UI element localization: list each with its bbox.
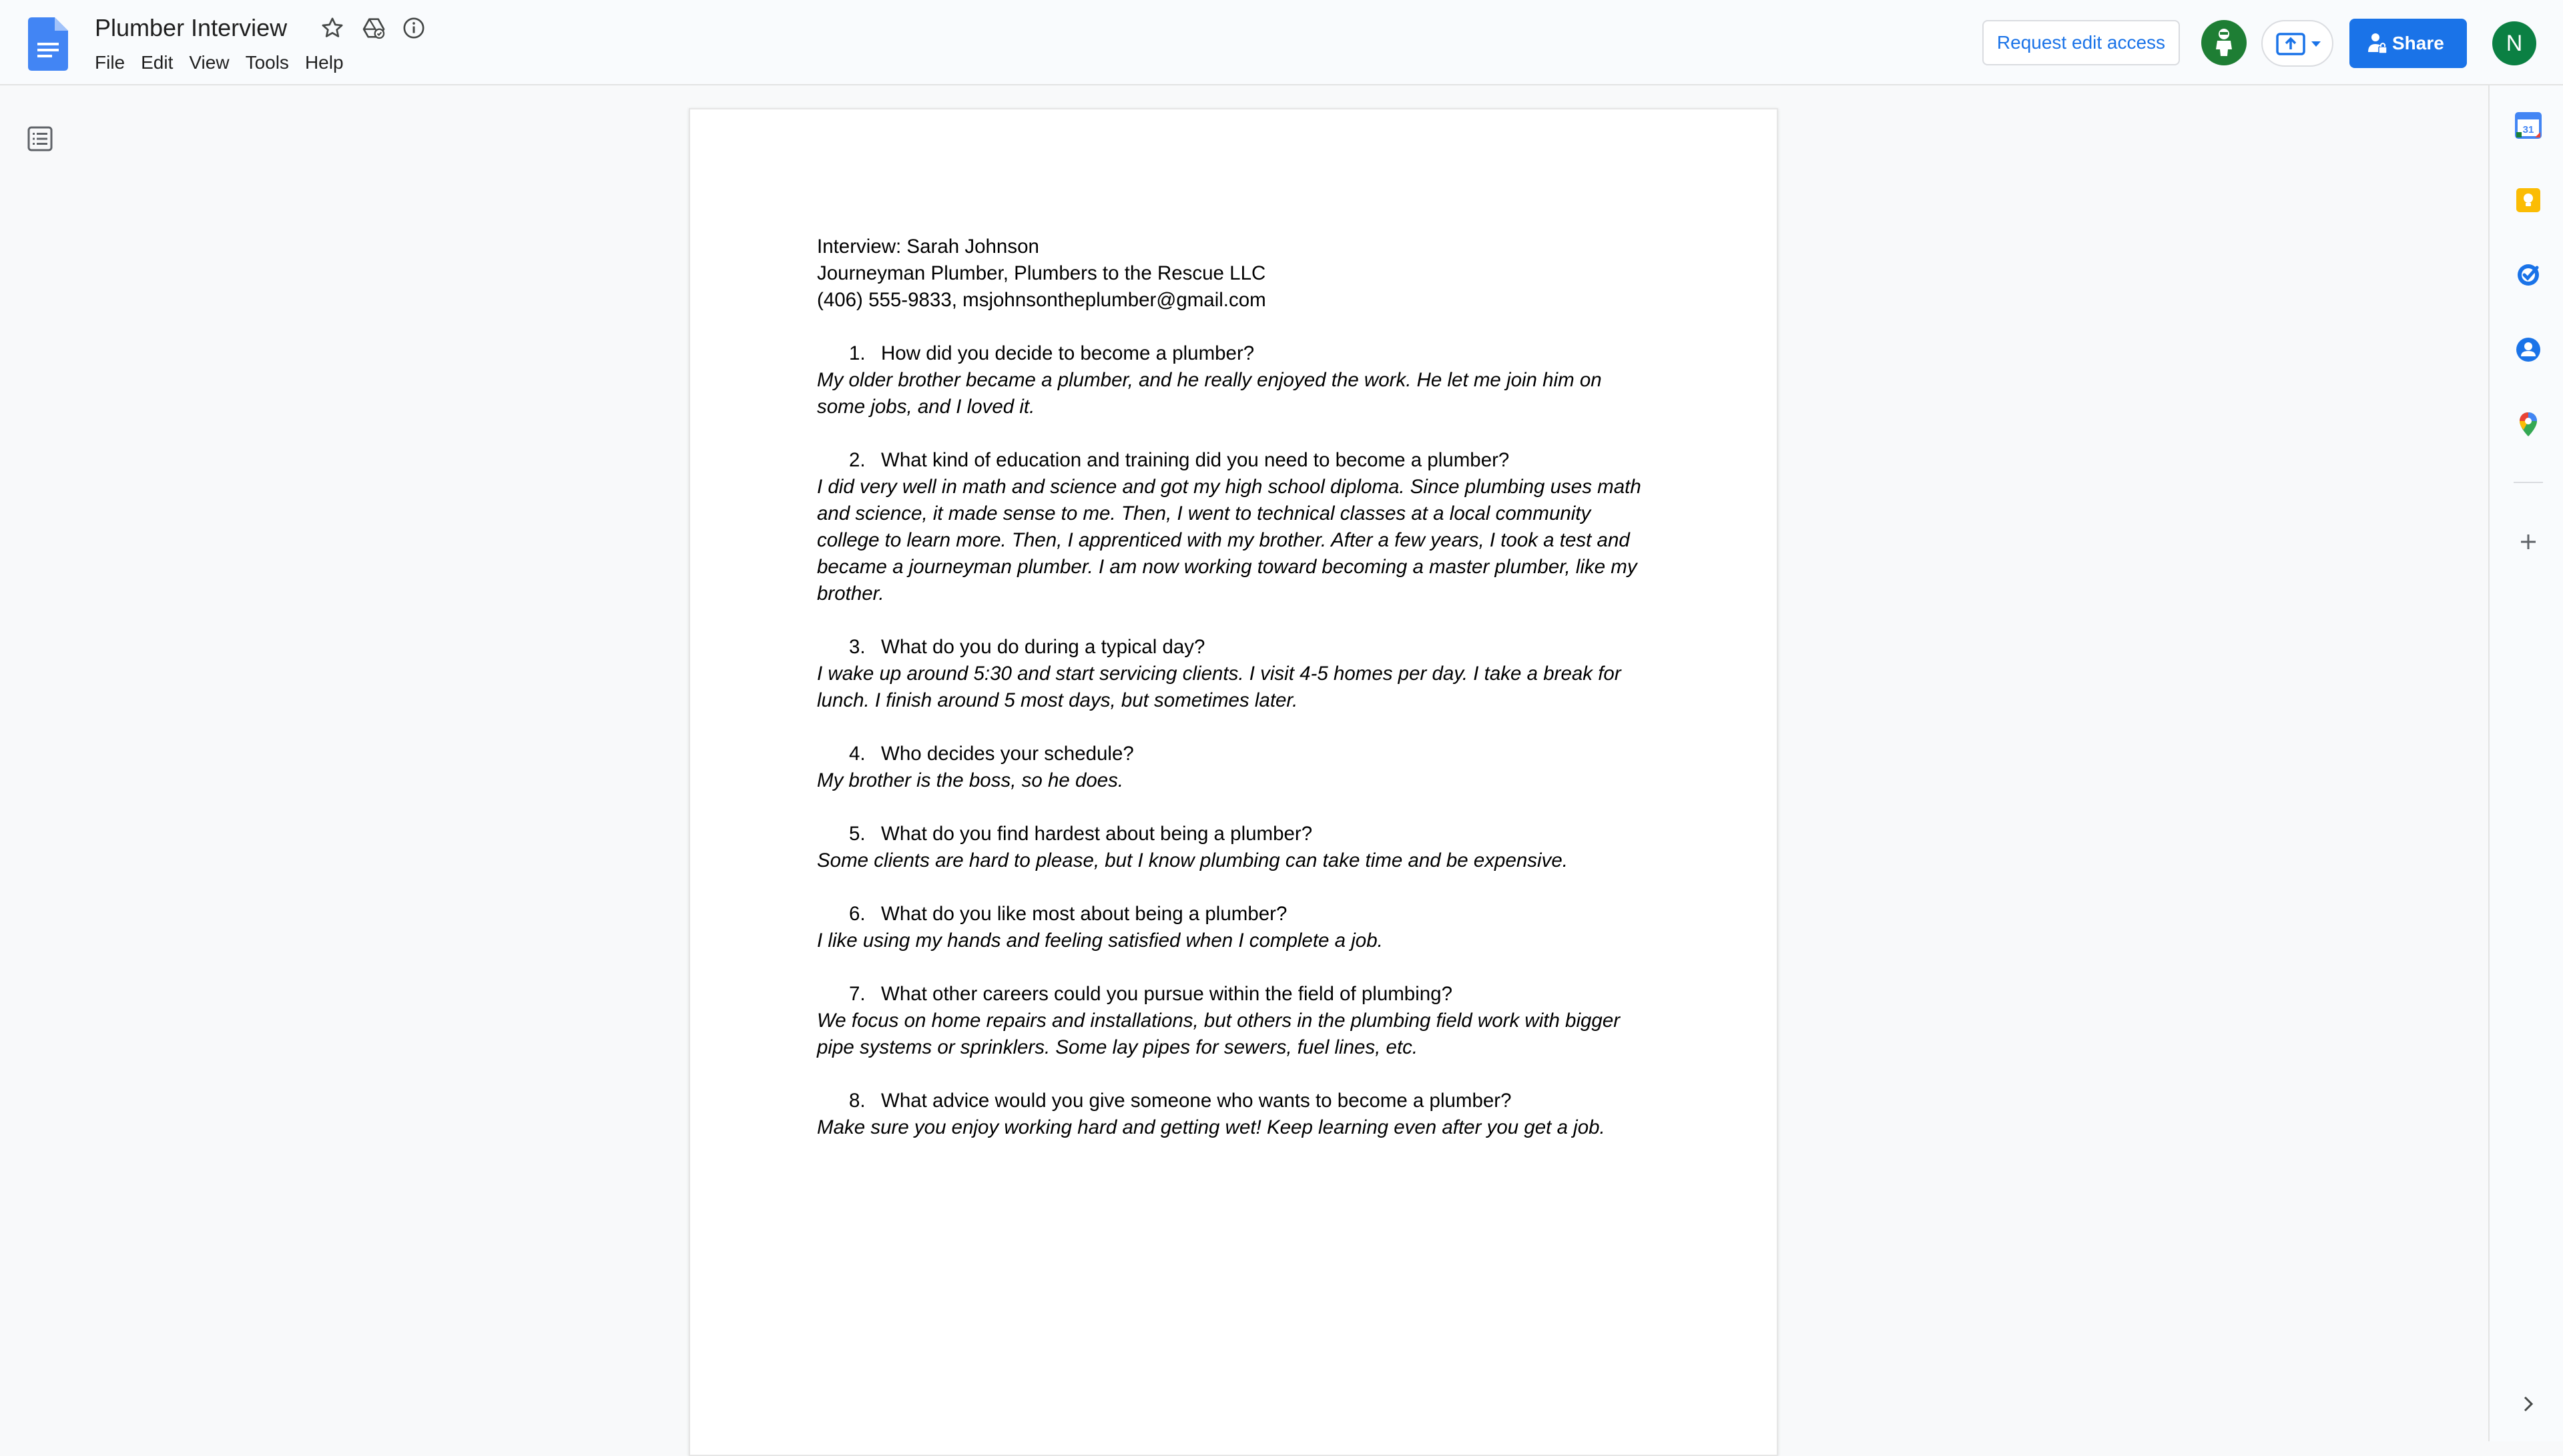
- question-text: What do you like most about being a plumber?: [881, 903, 1288, 925]
- document-outline-icon[interactable]: [27, 125, 53, 152]
- share-label: Share: [2392, 33, 2444, 53]
- info-icon[interactable]: [400, 15, 427, 41]
- share-lock-icon: [2367, 32, 2388, 55]
- drive-status-icon[interactable]: [360, 15, 387, 41]
- interviewee-title-line: Journeyman Plumber, Plumbers to the Rescue LLC: [817, 262, 1266, 284]
- question-6: [817, 901, 1665, 928]
- calendar-icon[interactable]: [2515, 112, 2542, 139]
- menu-bar: [87, 49, 352, 76]
- question-2: [817, 447, 1665, 474]
- question-text: What do you find hardest about being a plumber?: [881, 823, 1313, 845]
- answer-line: Some clients are hard to please, but I know plumbing can take time and be expensive.: [817, 849, 1568, 871]
- chevron-down-icon: [2311, 40, 2321, 48]
- answer-line: Make sure you enjoy working hard and getting wet! Keep learning even after you get a job.: [817, 1116, 1605, 1138]
- question-1: [817, 340, 1665, 367]
- answer-line: pipe systems or sprinklers. Some lay pipes for sewers, fuel lines, etc.: [817, 1036, 1418, 1058]
- answer-line: became a journeyman plumber. I am now working toward becoming a master plumber, like my: [817, 556, 1637, 578]
- question-3: [817, 634, 1665, 661]
- question-8: [817, 1088, 1665, 1114]
- docs-logo-icon[interactable]: [28, 17, 68, 71]
- question-text: What do you do during a typical day?: [881, 636, 1205, 658]
- question-text: Who decides your schedule?: [881, 743, 1134, 765]
- maps-icon[interactable]: [2515, 411, 2542, 438]
- question-4: [817, 741, 1665, 767]
- question-text: What kind of education and training did you need to become a plumber?: [881, 449, 1510, 471]
- contacts-icon[interactable]: [2515, 336, 2542, 363]
- question-number: 7.: [849, 983, 866, 1005]
- question-7: [817, 981, 1665, 1008]
- question-number: 2.: [849, 449, 866, 471]
- answer-line: I like using my hands and feeling satisfied when I complete a job.: [817, 930, 1383, 952]
- menu-edit[interactable]: Edit: [141, 52, 174, 73]
- present-button[interactable]: [2261, 20, 2333, 67]
- request-edit-access-button[interactable]: Request edit access: [1982, 20, 2180, 65]
- tasks-icon[interactable]: [2515, 262, 2542, 288]
- top-bar: [0, 0, 2563, 85]
- document-title[interactable]: Plumber Interview: [95, 14, 288, 41]
- interviewee-name-line: Interview: Sarah Johnson: [817, 236, 1039, 258]
- add-icon[interactable]: [2515, 528, 2542, 555]
- question-number: 1.: [849, 342, 866, 364]
- question-number: 5.: [849, 823, 866, 845]
- star-icon[interactable]: [319, 15, 346, 41]
- menu-tools[interactable]: Tools: [245, 52, 289, 73]
- answer-line: My brother is the boss, so he does.: [817, 769, 1124, 791]
- side-panel-divider: [2514, 482, 2543, 483]
- question-text: How did you decide to become a plumber?: [881, 342, 1255, 364]
- anonymous-viewer-avatar-icon[interactable]: [2201, 20, 2247, 65]
- question-number: 8.: [849, 1090, 866, 1112]
- document-body[interactable]: [817, 234, 1665, 1141]
- answer-line: and science, it made sense to me. Then, I went to technical classes at a local community: [817, 502, 1591, 524]
- user-avatar[interactable]: N: [2492, 21, 2536, 65]
- question-number: 6.: [849, 903, 866, 925]
- interviewee-contact-line: (406) 555-9833, msjohnsontheplumber@gmail.com: [817, 289, 1266, 311]
- keep-icon[interactable]: [2515, 187, 2542, 214]
- share-button[interactable]: [2349, 19, 2467, 68]
- document-page[interactable]: [689, 108, 1778, 1456]
- calendar-day: 31: [2522, 124, 2534, 135]
- answer-line: some jobs, and I loved it.: [817, 396, 1035, 418]
- menu-file[interactable]: File: [95, 52, 125, 73]
- question-5: [817, 821, 1665, 847]
- chevron-right-icon[interactable]: [2515, 1391, 2542, 1417]
- menu-view[interactable]: View: [189, 52, 230, 73]
- present-icon: [2276, 32, 2305, 56]
- question-number: 4.: [849, 743, 866, 765]
- question-text: What advice would you give someone who wants to become a plumber?: [881, 1090, 1512, 1112]
- menu-help[interactable]: Help: [304, 52, 344, 73]
- answer-line: My older brother became a plumber, and he really enjoyed the work. He let me join him on: [817, 369, 1602, 391]
- question-number: 3.: [849, 636, 866, 658]
- answer-line: I did very well in math and science and got my high school diploma. Since plumbing uses math: [817, 476, 1641, 498]
- answer-line: I wake up around 5:30 and start servicing clients. I visit 4-5 homes per day. I take a break for: [817, 663, 1621, 685]
- answer-line: college to learn more. Then, I apprenticed with my brother. After a few years, I took a test and: [817, 529, 1630, 551]
- answer-line: lunch. I finish around 5 most days, but sometimes later.: [817, 689, 1298, 711]
- answer-line: brother.: [817, 583, 884, 605]
- answer-line: We focus on home repairs and installations, but others in the plumbing field work with bigger: [817, 1010, 1621, 1032]
- side-panel: [2488, 85, 2563, 1441]
- question-text: What other careers could you pursue within the field of plumbing?: [881, 983, 1452, 1005]
